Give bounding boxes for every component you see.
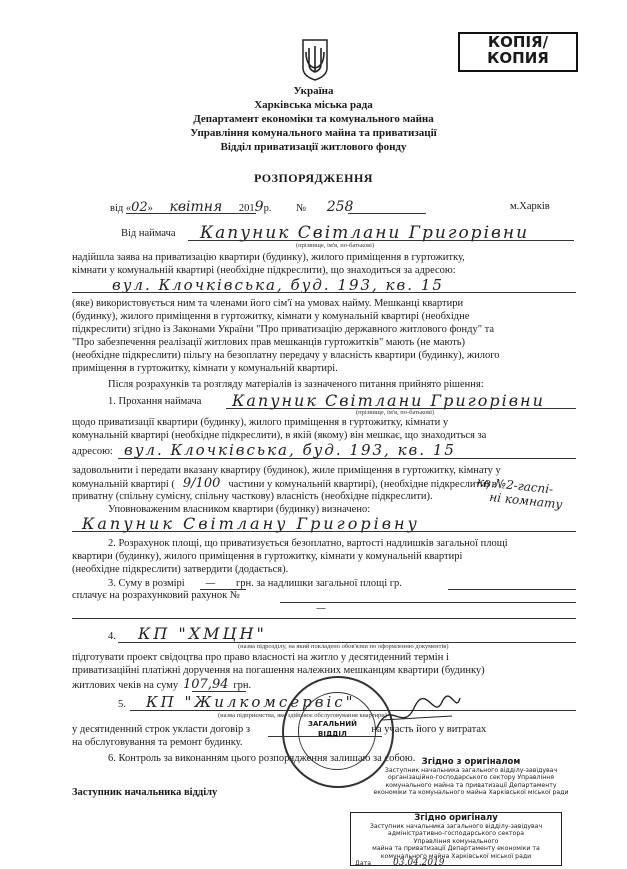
- item-3-line-1: [108, 577, 402, 590]
- item-1-text-2: комунальній квартирі (необхідне підкреслити), в якій (якому) він мешкає, що знаходиться за: [72, 430, 487, 441]
- item-3-dash: —: [316, 603, 326, 614]
- item-3-line-2: сплачує на розрахунковий рахунок №: [72, 590, 240, 601]
- item-4-caption: (назва підрозділу, на який покладено обов'язки по оформленню документів): [238, 643, 449, 650]
- date-month: квітня: [169, 199, 223, 215]
- item-3-prefix: 3. Суму в розмірі: [108, 578, 185, 589]
- date-mid: »: [147, 203, 153, 214]
- document-title: РОЗПОРЯДЖЕННЯ: [254, 171, 373, 185]
- city: м.Харків: [510, 201, 550, 212]
- header-division: Відділ приватизації житлового фонду: [220, 141, 407, 153]
- signature-icon: [372, 690, 462, 740]
- date-prefix: від «: [110, 203, 132, 214]
- item-5-text-1b: на участь його у витратах: [371, 724, 487, 735]
- certify-2-date: 03.04.2019: [393, 858, 445, 869]
- item-1-caption: (прізвище, ім'я, по-батькові): [356, 409, 435, 416]
- item-4-name: КП "ХМЦН": [138, 624, 267, 643]
- certify-1-line-1: Заступник начальника загального відділу-завідувач: [384, 767, 558, 774]
- item-1-address-label: адресою:: [72, 446, 113, 457]
- item-4-sum: 107,94: [183, 677, 229, 692]
- copy-stamp-line-1: КОПІЯ/: [487, 33, 549, 51]
- item-1-text-4b: частини у комунальній квартирі), (необхідне підкреслити) в: [228, 479, 497, 490]
- item-3-suffix: грн. за надлишки загальної площі гр.: [235, 578, 402, 589]
- item-1-text-3: задовольнити і передати вказану квартиру (будинок), жиле приміщення в гуртожитку, кімнату у: [72, 465, 501, 476]
- header-council: Харківська міська рада: [254, 99, 373, 111]
- certify-2-line-5: комунального майна Харківської міської ради: [380, 852, 532, 860]
- item-1-label: 1. Прохання наймача: [108, 396, 202, 407]
- certify-1-line-4: економіки та комунального майна Харківської міської ради: [373, 789, 569, 797]
- tenant-name-caption: (прізвище, ім'я, по-батькові): [296, 242, 375, 249]
- terms-line-2: (будинку), жилого приміщення в гуртожитку, кімнати у комунальній квартирі (необхідне: [72, 311, 470, 322]
- margin-note: [475, 475, 565, 512]
- item-4-sum-prefix: житлових чеків на суму: [72, 680, 179, 691]
- item-5-label: 5.: [118, 699, 126, 710]
- date-year-digit: 9: [254, 199, 264, 215]
- copy-stamp: [458, 32, 578, 72]
- round-stamp-line-2: ВІДДІЛ: [318, 730, 347, 738]
- item-1-fraction: 9/100: [182, 476, 221, 491]
- certify-2-title: Згідно оригіналу: [414, 813, 498, 823]
- property-address: вул. Клочківська, буд. 193, кв. 15: [112, 276, 444, 294]
- date-year-prefix: 201: [238, 203, 255, 214]
- item-2-line-1: 2. Розрахунок площі, що приватизується безоплатно, вартості надлишків загальної площі: [108, 538, 508, 549]
- item-5-caption: (назва підприємства, яке здійснює обслуговування квартири): [218, 712, 387, 719]
- certification-stamp-2: [350, 812, 562, 869]
- item-6: 6. Контроль за виконанням цього розпорядження залишаю за собою.: [108, 753, 416, 764]
- coat-of-arms-icon: [300, 38, 330, 82]
- from-label: Від наймача: [121, 228, 176, 239]
- margin-note-line-1: кв.№2-гаспі-: [476, 474, 554, 497]
- item-2-line-2: квартири (будинку), жилого приміщення в гуртожитку, кімнати у комунальній квартирі: [72, 551, 463, 562]
- terms-line-6: приміщення в гуртожитку, кімнати у комунальній квартирі.: [72, 363, 338, 374]
- terms-line-5: (необхідне підкреслити) пільгу на безоплатну передачу у власність квартири (будинку), жилого: [72, 350, 500, 361]
- item-5-text-2: на обслуговування та ремонт будинку.: [72, 737, 243, 748]
- certify-2-date-label: Дата: [355, 860, 372, 868]
- signature-label: Заступник начальника відділу: [72, 787, 218, 798]
- round-stamp-line-1: ЗАГАЛЬНИЙ: [308, 720, 357, 728]
- header-country: Україна: [293, 85, 334, 97]
- header-department: Департамент економіки та комунального майна: [193, 113, 434, 125]
- certify-2-line-2: адміністративно-господарського сектора: [387, 830, 525, 838]
- margin-note-line-2: ні комнату: [488, 489, 564, 512]
- owner-label: Уповноваженим власником квартири (будинку) визначено:: [108, 504, 371, 515]
- item-4-text-2: приватизаційні платіжні доручення на погашення належних мешканцям квартири (будинку): [72, 665, 485, 676]
- terms-line-4: "Про забезпечення реалізації житлових прав мешканців гуртожитків" мають (не мають): [72, 337, 466, 348]
- item-1-text-4a: комунальній квартирі (: [72, 479, 175, 490]
- item-3-amount: —: [205, 577, 216, 589]
- certification-stamp-1: [366, 757, 576, 811]
- copy-stamp-line-2: КОПИЯ: [487, 49, 549, 67]
- decision-intro: Після розрахунків та розгляду матеріалів із зазначеного питання прийнято рішення:: [108, 379, 484, 390]
- certify-2-line-1: Заступник начальника загального відділу-завідувач: [369, 823, 543, 830]
- item-1-name: Капуник Світлани Григорівни: [232, 391, 545, 410]
- item-1-text-5: приватну (спільну сумісну, спільну часткову) власність (необхідне підкреслити).: [72, 491, 433, 502]
- item-2-line-3: (необхідне підкреслити) затвердити (додається).: [72, 564, 289, 575]
- certify-2-line-3: Управління комунального: [413, 837, 499, 845]
- item-1-text-1: щодо приватизації квартири (будинку), жилого приміщення в гуртожитку, кімнати у: [72, 417, 449, 428]
- number-label: №: [296, 203, 307, 214]
- date-day: 02: [131, 200, 148, 215]
- certify-1-title: Згідно з оригіналом: [421, 757, 521, 767]
- certify-2-line-4: майна та приватизації Департаменту економіки та: [372, 845, 540, 853]
- item-4-sum-suffix: грн.: [233, 680, 252, 691]
- document-number: 258: [326, 199, 354, 215]
- tenant-name: Капуник Світлани Григорівни: [200, 223, 530, 243]
- certify-2-date-row: [351, 860, 561, 867]
- item-4-text-1: підготувати проект свідоцтва про право власності на житло у десятиденний термін і: [72, 652, 449, 663]
- item-1-text-4: [72, 478, 497, 491]
- paragraph-line-1: надійшла заява на приватизацію квартири (будинку), жилого приміщення в гуртожитку,: [72, 252, 465, 263]
- header-directorate: Управління комунального майна та приватизації: [190, 127, 437, 139]
- item-5-text-1a: у десятиденний строк укласти договір з: [72, 724, 251, 735]
- item-1-address: вул. Клочківська, буд. 193, кв. 15: [124, 441, 456, 459]
- item-5-name: КП "Жилкомсервіс": [146, 693, 356, 711]
- certify-1-line-2: організаційно-господарського сектору Управління: [387, 774, 555, 782]
- item-4-label: 4.: [108, 631, 116, 642]
- paragraph-line-2: кімнати у комунальній квартирі (необхідне підкреслити), що знаходиться за адресою:: [72, 265, 456, 276]
- terms-line-3: підкреслити) згідно із Законами України "Про приватизацію державного житлового фонду" та: [72, 324, 495, 335]
- certify-1-line-3: комунального майна та приватизації Департаменту: [385, 781, 557, 789]
- terms-line-1: (яке) використовується ним та членами його сім'ї на умовах найму. Мешканці квартири: [72, 298, 464, 309]
- date-year-suffix: р.: [263, 203, 272, 214]
- owner-name: Капуник Світлану Григорівну: [82, 514, 420, 533]
